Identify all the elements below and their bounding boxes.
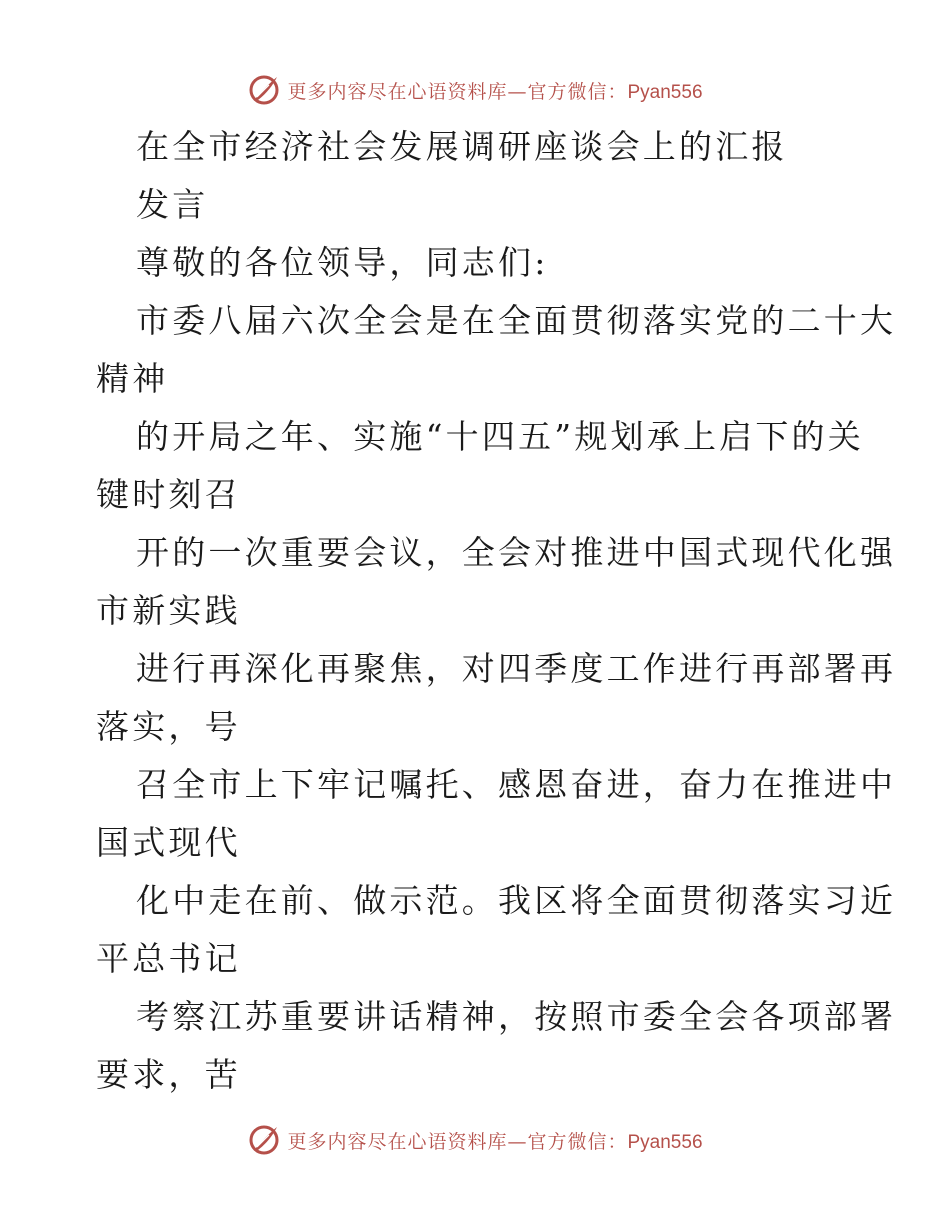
- text-line: 精神: [96, 359, 169, 398]
- header-banner-account: Pyan556: [627, 81, 703, 103]
- text-line: 市委八届六次全会是在全面贯彻落实党的二十大: [136, 301, 897, 340]
- footer-banner: [0, 1120, 950, 1160]
- text-line: 尊敬的各位领导，同志们:: [136, 243, 549, 282]
- text-line: 要求，苦: [96, 1055, 241, 1094]
- footer-banner-account: Pyan556: [627, 1131, 703, 1153]
- text-line: 发言: [136, 185, 209, 224]
- quill-pen-logo-icon: [247, 73, 281, 107]
- document-body: [96, 118, 897, 1104]
- text-line: 键时刻召: [96, 475, 241, 514]
- text-line: 考察江苏重要讲话精神，按照市委全会各项部署: [136, 997, 897, 1036]
- text-line: 召全市上下牢记嘱托、感恩奋进，奋力在推进中: [136, 765, 897, 804]
- text-line: 国式现代: [96, 823, 241, 862]
- text-line: 进行再深化再聚焦，对四季度工作进行再部署再: [136, 649, 897, 688]
- header-banner-text: 更多内容尽在心语资料库—官方微信：: [287, 80, 628, 103]
- text-line: 平总书记: [96, 939, 241, 978]
- quill-pen-logo-icon: [247, 1123, 281, 1157]
- header-banner: [0, 70, 950, 110]
- text-line: 的开局之年、实施“十四五”规划承上启下的关: [136, 417, 864, 456]
- footer-banner-text: 更多内容尽在心语资料库—官方微信：: [287, 1130, 628, 1153]
- text-line: 开的一次重要会议，全会对推进中国式现代化强: [136, 533, 897, 572]
- text-line: 落实，号: [96, 707, 241, 746]
- text-line: 市新实践: [96, 591, 241, 630]
- text-line: 化中走在前、做示范。我区将全面贯彻落实习近: [136, 881, 897, 920]
- text-line: 在全市经济社会发展调研座谈会上的汇报: [136, 127, 788, 166]
